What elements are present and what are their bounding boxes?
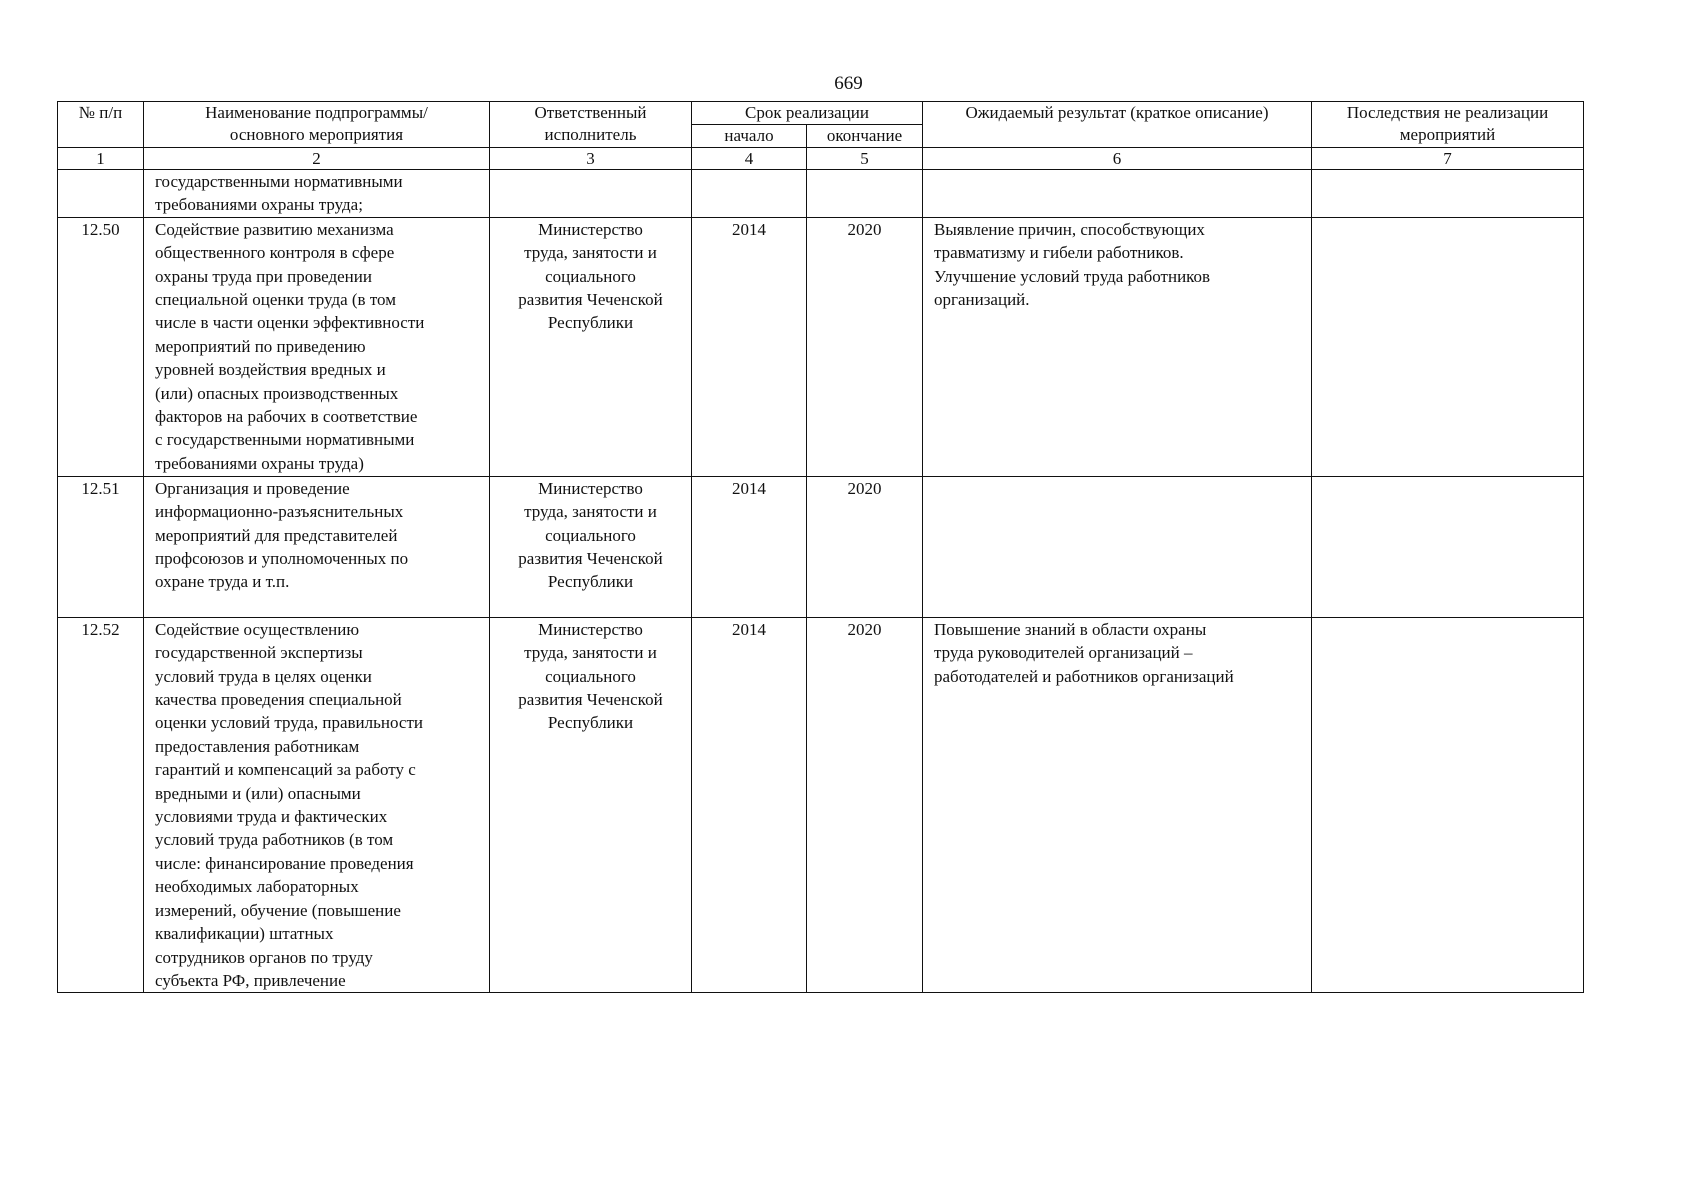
row-name-line: с государственными нормативными [155,430,415,450]
row-name [144,170,490,218]
row-name-line: квалификации) штатных [155,924,334,944]
row-start: 2014 [692,476,807,617]
header-term: Срок реализации [692,102,923,125]
row-num: 12.52 [58,617,144,993]
row-executor-line: развития Чеченской [518,290,663,310]
row-executor-line: Республики [547,713,634,733]
row-result [923,170,1312,218]
header-end: окончание [807,125,923,148]
row-name-line: мероприятий по приведению [155,336,366,356]
row-name-line: государственной экспертизы [155,643,363,663]
row-name [144,617,490,993]
row-name-line: (или) опасных производственных [155,383,399,403]
row-executor-line: Министерство [538,219,643,239]
row-result-line: Выявление причин, способствующих [934,219,1205,239]
row-start [692,170,807,218]
row-name-line: оценки условий труда, правильности [155,713,423,733]
row-result-line: работодателей и работников организаций [934,666,1234,686]
header-consequence-line: мероприятий [1399,125,1496,144]
row-num [58,170,144,218]
row-executor-line: труда, занятости и [524,643,657,663]
row-consequence [1312,217,1584,476]
row-name-line: профсоюзов и уполномоченных по [155,549,409,569]
row-result [923,476,1312,617]
row-end: 2020 [807,217,923,476]
header-executor [490,102,692,148]
column-number: 4 [692,148,807,170]
column-number-row [58,148,1584,170]
row-end [807,170,923,218]
column-number: 7 [1312,148,1584,170]
row-start: 2014 [692,217,807,476]
page-number: 669 [834,73,863,94]
row-name-line: уровней воздействия вредных и [155,360,386,380]
row-name-line: мероприятий для представителей [155,525,398,545]
header-start: начало [692,125,807,148]
row-result [923,217,1312,476]
row-consequence [1312,617,1584,993]
table-row [58,217,1584,476]
row-name-line: субъекта РФ, привлечение [155,970,346,990]
header-consequence [1312,102,1584,148]
row-executor-line: Министерство [538,619,643,639]
row-executor-line: развития Чеченской [518,549,663,569]
row-executor [490,617,692,993]
row-executor-line: Республики [547,572,634,592]
row-result-line: труда руководителей организаций – [934,643,1193,663]
row-name-line: Содействие развитию механизма [155,219,394,239]
row-executor [490,217,692,476]
header-executor-line: исполнитель [544,125,637,144]
row-end: 2020 [807,617,923,993]
row-start: 2014 [692,617,807,993]
row-name-line: условий труда работников (в том [155,830,394,850]
row-name-line: качества проведения специальной [155,690,402,710]
row-name-line: условиями труда и фактических [155,807,388,827]
row-consequence [1312,170,1584,218]
row-executor-line: Министерство [538,478,643,498]
row-name-line: требованиями охраны труда; [155,195,363,215]
header-name-line: основного мероприятия [229,125,404,144]
row-num: 12.50 [58,217,144,476]
row-executor-line: социального [545,666,636,686]
row-result-line: травматизму и гибели работников. [934,243,1184,263]
row-executor-line: социального [545,525,636,545]
column-number: 5 [807,148,923,170]
row-name-line: числе в части оценки эффективности [155,313,425,333]
column-number: 3 [490,148,692,170]
table-row [58,170,1584,218]
row-result [923,617,1312,993]
row-name-line: необходимых лабораторных [155,877,359,897]
column-number: 2 [144,148,490,170]
row-name-line: специальной оценки труда (в том [155,290,396,310]
row-name-line: государственными нормативными [155,172,403,191]
header-name [144,102,490,148]
header-row [58,102,1584,125]
row-result-line: организаций. [934,290,1030,310]
row-result-line: Повышение знаний в области охраны [934,619,1207,639]
row-name-line: условий труда в целях оценки [155,666,372,686]
header-num: № п/п [58,102,144,148]
header-executor-line: Ответственный [534,103,647,122]
row-executor-line: Республики [547,313,634,333]
row-end: 2020 [807,476,923,617]
row-result-line: Улучшение условий труда работников [934,266,1211,286]
measures-table [57,101,1584,993]
table-row [58,476,1584,617]
row-executor-line: труда, занятости и [524,243,657,263]
row-name-line: охраны труда при проведении [155,266,372,286]
row-executor-line: социального [545,266,636,286]
row-name-line: Организация и проведение [155,478,350,498]
row-name-line: сотрудников органов по труду [155,947,373,967]
header-result: Ожидаемый результат (краткое описание) [923,102,1312,148]
column-number: 1 [58,148,144,170]
row-executor [490,170,692,218]
row-name-line: общественного контроля в сфере [155,243,395,263]
table-row [58,617,1584,993]
header-name-line: Наименование подпрограммы/ [205,103,428,122]
row-name-line: информационно-разъяснительных [155,502,404,522]
header-consequence-line: Последствия не реализации [1346,103,1549,122]
row-executor [490,476,692,617]
row-name-line: предоставления работникам [155,736,360,756]
row-consequence [1312,476,1584,617]
row-name-line: Содействие осуществлению [155,619,360,639]
row-num: 12.51 [58,476,144,617]
row-name-line: гарантий и компенсаций за работу с [155,760,416,780]
row-name [144,476,490,617]
column-number: 6 [923,148,1312,170]
row-name [144,217,490,476]
row-name-line: измерений, обучение (повышение [155,900,401,920]
row-name-line: факторов на рабочих в соответствие [155,407,418,427]
row-executor-line: труда, занятости и [524,502,657,522]
row-executor-line: развития Чеченской [518,690,663,710]
row-name-line: вредными и (или) опасными [155,783,361,803]
row-name-line: числе: финансирование проведения [155,853,414,873]
row-name-line: требованиями охраны труда) [155,453,364,473]
row-name-line: охране труда и т.п. [155,572,290,592]
